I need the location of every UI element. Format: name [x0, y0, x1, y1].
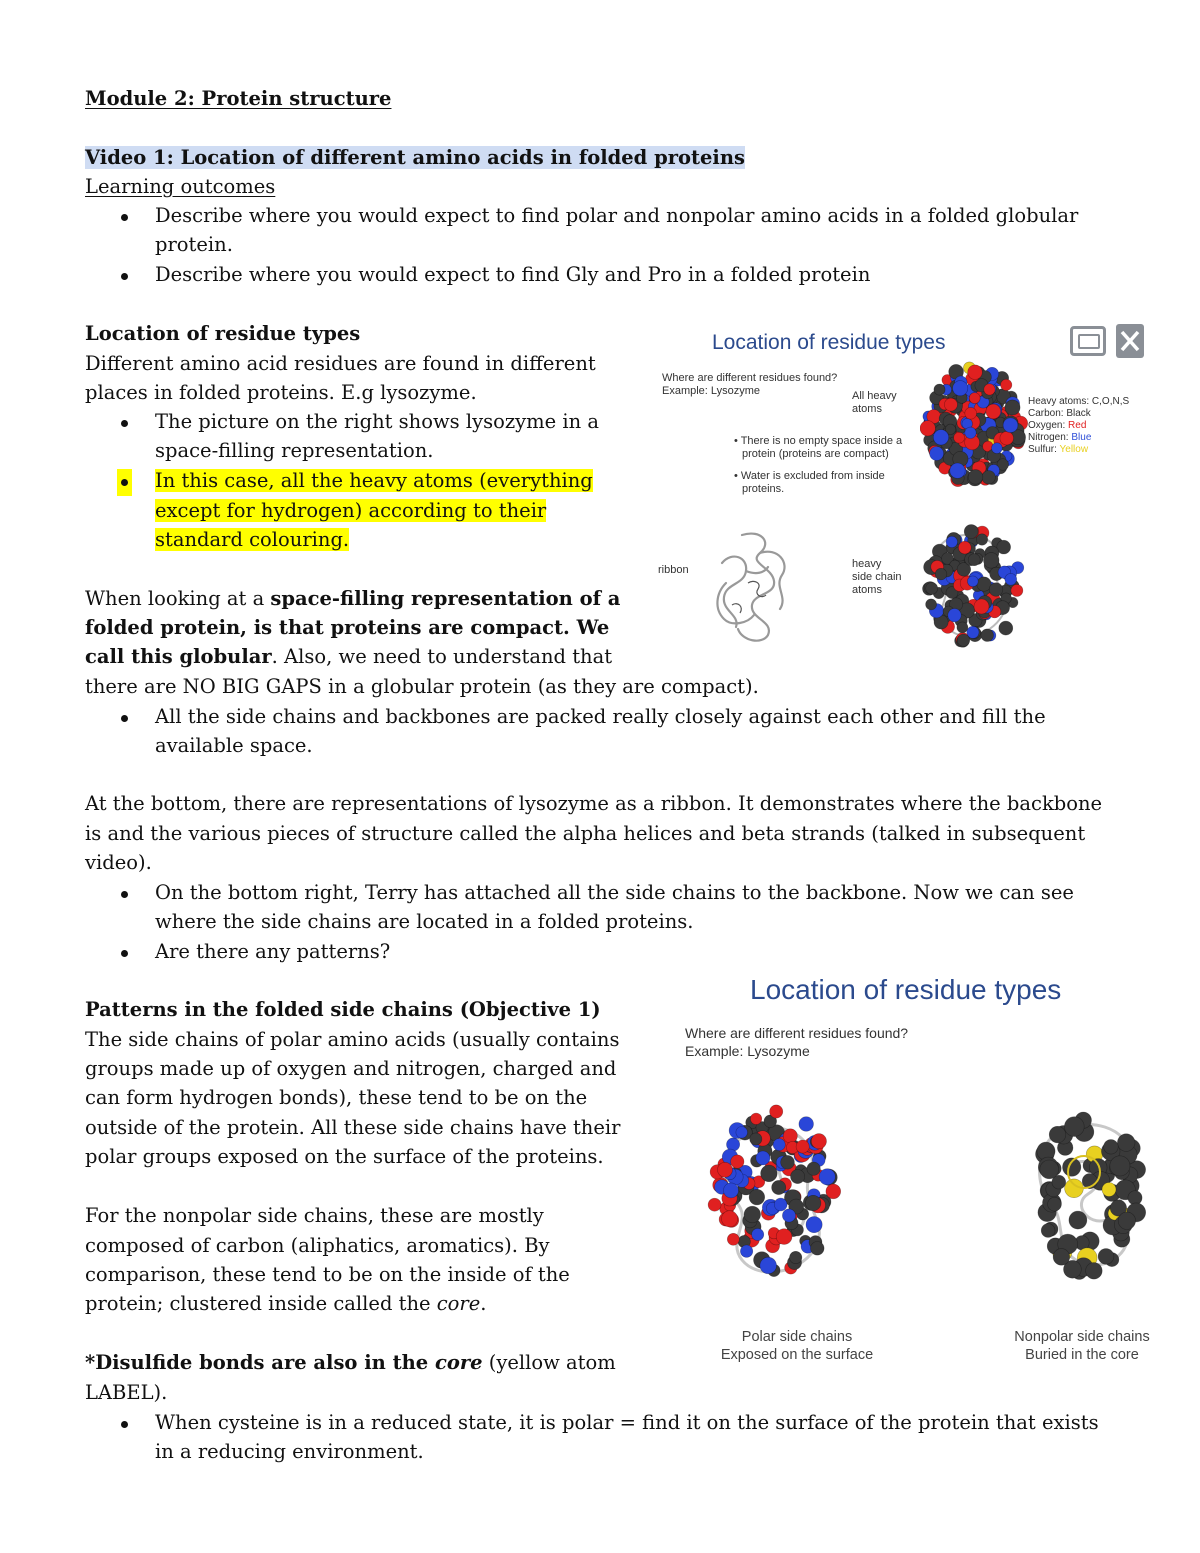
slide2-question: Where are different residues found?	[685, 1025, 909, 1041]
atom-sphere	[984, 384, 995, 395]
atom-sphere	[782, 1209, 795, 1222]
section-heading-patterns: Patterns in the folded side chains (Objective 1)	[85, 998, 601, 1021]
caption-nonpolar-line-2: Buried in the core	[1025, 1347, 1139, 1363]
atom-sphere	[999, 621, 1013, 635]
atom-sphere	[933, 430, 948, 445]
legend-sulfur	[1028, 444, 1088, 456]
s1-bullet-1-line-1: The picture on the right shows lysozyme in a	[155, 410, 600, 433]
s2-mid-line-3: comparison, these tend to be on the inside of the	[85, 1263, 570, 1286]
s1-bullet-2-line-2	[155, 496, 546, 526]
atom-sphere	[1118, 1212, 1135, 1229]
atom-sphere	[1041, 1224, 1055, 1238]
atom-sphere	[986, 404, 1001, 419]
atom-sphere	[958, 541, 971, 554]
outcome-1-line-1: Describe where you would expect to find polar and nonpolar amino acids in a folded globular	[155, 204, 1079, 227]
highlighted-text: except for hydrogen) according to their	[155, 499, 547, 522]
atom-sphere	[954, 432, 965, 443]
atom-sphere	[982, 471, 996, 485]
disulfide-line-1	[85, 1348, 616, 1378]
atom-sphere	[967, 576, 978, 587]
p2-line-2: folded protein, is that proteins are compact. We	[85, 616, 610, 639]
atom-sphere	[1011, 585, 1023, 597]
atom-sphere	[974, 599, 989, 614]
atom-sphere	[1053, 1249, 1070, 1266]
p2-line-3-a: call this globular	[85, 645, 272, 668]
slide1-point-1-line-2: protein (proteins are compact)	[742, 448, 889, 460]
s2-mid-line-1: For the nonpolar side chains, these are mostly	[85, 1204, 544, 1227]
atom-sphere	[944, 398, 957, 411]
slide1-example: Example: Lysozyme	[662, 385, 761, 397]
legend-oxygen	[1028, 420, 1086, 432]
atom-sphere	[749, 1189, 765, 1205]
legend-nitrogen-label: Nitrogen:	[1028, 432, 1072, 443]
bullet-dot	[121, 891, 128, 898]
atom-sphere	[950, 463, 965, 478]
s2-line-1: The side chains of polar amino acids (usually contains	[85, 1028, 620, 1051]
atom-sphere	[806, 1217, 822, 1233]
atom-sphere	[981, 629, 994, 642]
legend-nitrogen	[1028, 432, 1091, 444]
atom-sphere	[1040, 1160, 1059, 1179]
atom-sphere	[965, 427, 976, 438]
atom-sphere	[783, 1129, 797, 1143]
atom-sphere	[1104, 1140, 1119, 1155]
atom-sphere	[1064, 1117, 1084, 1137]
outcome-1-line-2: protein.	[155, 233, 233, 256]
core-term: core	[434, 1351, 483, 1374]
disulfide-line-2: LABEL).	[85, 1381, 168, 1404]
video-title	[85, 143, 745, 173]
atom-sphere	[964, 525, 978, 539]
caption-polar-line-1: Polar side chains	[741, 1329, 853, 1345]
atom-sphere	[1000, 431, 1014, 445]
caption-polar-line-2: Exposed on the surface	[720, 1347, 874, 1363]
s2-bullet-line-1: When cysteine is in a reduced state, it is polar = find it on the surface of the protein that exists	[155, 1411, 1099, 1434]
atom-sphere	[926, 582, 938, 594]
slide2-title: Location of residue types	[750, 974, 1062, 1005]
atom-sphere	[992, 443, 1003, 454]
bullet-dot	[121, 420, 128, 427]
p2-line-1-a: When looking at a	[85, 587, 271, 610]
p2-line-1-b: space-filling representation of a	[270, 587, 621, 610]
s2-mid-line-4-a: protein; clustered inside called the	[85, 1292, 437, 1315]
atom-sphere	[984, 553, 1000, 569]
slide1-question: Where are different residues found?	[662, 372, 838, 384]
nonpolar-side-chains-image	[1028, 1102, 1150, 1284]
disulfide-line-1-c: (yellow atom	[482, 1351, 616, 1374]
s2-line-5: polar groups exposed on the surface of the proteins.	[85, 1145, 604, 1168]
space-filling-protein-image	[920, 360, 1028, 490]
s2-bullet-line-2: in a reducing environment.	[155, 1440, 424, 1463]
p2-line-4: there are NO BIG GAPS in a globular protein (as they are compact).	[85, 675, 759, 698]
bullet-dot	[121, 479, 128, 486]
p3-line-1: At the bottom, there are representations of lysozyme as a ribbon. It demonstrates where the backbone	[85, 792, 1103, 815]
s1-bullet-2-line-3	[155, 525, 349, 555]
atom-sphere	[781, 1155, 795, 1169]
atom-sphere	[1048, 1197, 1062, 1211]
legend-oxygen-color: Red	[1068, 420, 1087, 431]
atom-sphere	[790, 1251, 802, 1263]
p3-bullet-2: Are there any patterns?	[155, 940, 391, 963]
atom-sphere	[965, 407, 977, 419]
atom-sphere	[957, 622, 968, 633]
highlighted-text: In this case, all the heavy atoms (everything	[155, 469, 593, 492]
atom-sphere	[799, 1117, 814, 1132]
slide-image-1	[652, 318, 1152, 656]
atom-sphere	[1086, 1263, 1103, 1280]
polar-side-chains-image	[706, 1104, 842, 1282]
legend-sulfur-color: Yellow	[1059, 444, 1089, 455]
side-chain-label-1: heavy	[852, 558, 882, 570]
atom-sphere	[752, 1228, 764, 1240]
s2-mid-line-4-c: .	[480, 1292, 487, 1315]
close-icon[interactable]	[1116, 324, 1144, 358]
legend-sulfur-label: Sulfur:	[1028, 444, 1060, 455]
p2-bullet-line-2: available space.	[155, 734, 313, 757]
atom-sphere	[1098, 1249, 1114, 1265]
highlighted-text: standard colouring.	[155, 528, 350, 551]
atom-sphere	[756, 1151, 770, 1165]
ribbon-protein-image	[702, 523, 802, 651]
s1-bullet-2-line-1	[155, 466, 593, 496]
section-heading-location: Location of residue types	[85, 322, 361, 345]
bullet-dot	[121, 715, 128, 722]
atom-sphere	[819, 1169, 835, 1185]
legend-heavy-atoms: Heavy atoms: C,O,N,S	[1028, 396, 1130, 407]
bullet-dot	[121, 950, 128, 957]
atom-sphere	[807, 1162, 820, 1175]
atom-sphere	[1005, 400, 1020, 415]
slide1-title: Location of residue types	[712, 331, 946, 354]
atom-sphere	[948, 609, 961, 622]
slide2-example: Example: Lysozyme	[685, 1043, 810, 1059]
atom-sphere	[1001, 379, 1012, 390]
p3-line-3: video).	[85, 851, 152, 874]
legend-oxygen-label: Oxygen:	[1028, 420, 1069, 431]
atom-sphere	[1069, 1211, 1087, 1229]
slide1-point-2-line-2: proteins.	[742, 483, 785, 495]
atom-sphere	[920, 421, 935, 436]
bullet-dot	[121, 1421, 128, 1428]
atom-sphere	[968, 470, 983, 485]
atom-sphere	[750, 1133, 762, 1145]
module-title: Module 2: Protein structure	[85, 87, 392, 110]
atom-sphere	[934, 384, 945, 395]
outcome-2: Describe where you would expect to find Gly and Pro in a folded protein	[155, 263, 871, 286]
atom-sphere	[969, 393, 980, 404]
s2-line-2: groups made up of oxygen and nitrogen, charged and	[85, 1057, 617, 1080]
caption-nonpolar-line-1: Nonpolar side chains	[1014, 1329, 1150, 1345]
legend-carbon: Carbon: Black	[1028, 408, 1091, 419]
atom-sphere	[968, 365, 983, 380]
s2-line-4: outside of the protein. All these side chains have their	[85, 1116, 621, 1139]
atom-sphere	[811, 1242, 825, 1256]
s1-intro-line-2: places in folded proteins. E.g lysozyme.	[85, 381, 477, 404]
ribbon-label: ribbon	[658, 564, 689, 576]
slide1-point-2-line-1: • Water is excluded from inside	[734, 470, 885, 482]
atom-sphere	[930, 447, 944, 461]
slide1-heavy-label-1: All heavy	[852, 390, 897, 402]
atom-sphere	[740, 1245, 752, 1257]
atom-sphere	[806, 1195, 821, 1210]
bullet-dot	[121, 214, 128, 221]
atom-sphere	[1005, 573, 1017, 585]
atom-sphere	[946, 536, 957, 547]
disulfide-line-1-a: *Disulfide bonds are also in the	[85, 1351, 435, 1374]
learning-outcomes-label: Learning outcomes	[85, 175, 276, 198]
atom-sphere	[776, 1229, 792, 1245]
p2-line-3-b: . Also, we need to understand that	[271, 645, 613, 668]
atom-sphere	[953, 381, 968, 396]
bullet-dot	[121, 273, 128, 280]
atom-sphere	[718, 1162, 733, 1177]
p2-line-1	[85, 584, 620, 614]
atom-sphere	[761, 1165, 778, 1182]
atom-sphere	[722, 1211, 738, 1227]
p3-line-2: is and the various pieces of structure called the alpha helices and beta strands (talked in subsequent	[85, 822, 1086, 845]
atom-sphere	[968, 554, 980, 566]
p2-line-3	[85, 642, 612, 672]
video-title-text: Video 1: Location of different amino acids in folded proteins	[85, 146, 745, 169]
atom-sphere	[935, 568, 947, 580]
p2-bullet-line-1: All the side chains and backbones are packed really closely against each other and fill the	[155, 705, 1046, 728]
side-chain-label-2: side chain	[852, 571, 902, 583]
side-chain-label-3: atoms	[852, 584, 882, 596]
s1-bullet-1-line-2: space-filling representation.	[155, 439, 434, 462]
atom-sphere	[926, 599, 937, 610]
atom-sphere	[1003, 418, 1018, 433]
s1-intro-line-1: Different amino acid residues are found in different	[85, 352, 596, 375]
s2-mid-line-4	[85, 1289, 487, 1319]
atom-sphere	[744, 1206, 761, 1223]
atom-sphere	[1049, 1126, 1066, 1143]
atom-sphere	[989, 583, 1003, 597]
atom-sphere	[708, 1198, 721, 1211]
side-chain-protein-image	[920, 524, 1028, 652]
atom-sphere	[1102, 1183, 1116, 1197]
atom-sphere	[772, 1180, 786, 1194]
atom-sphere	[760, 1257, 777, 1274]
atom-sphere	[1110, 1156, 1130, 1176]
atom-sphere	[826, 1184, 841, 1199]
atom-sphere	[736, 1127, 748, 1139]
slide-image-2	[662, 966, 1182, 1386]
s2-line-3: can form hydrogen bonds), these tend to be on the	[85, 1086, 588, 1109]
atom-sphere	[791, 1169, 805, 1183]
atom-sphere	[750, 1113, 761, 1124]
core-term: core	[436, 1292, 481, 1315]
atom-sphere	[731, 1155, 744, 1168]
atom-sphere	[811, 1134, 826, 1149]
slide1-heavy-label-2: atoms	[852, 403, 882, 415]
atom-sphere	[774, 1198, 787, 1211]
expand-icon[interactable]	[1070, 326, 1106, 356]
atom-sphere	[796, 1140, 809, 1153]
atom-sphere	[724, 1183, 739, 1198]
atom-sphere	[957, 634, 969, 646]
legend-nitrogen-color: Blue	[1071, 432, 1092, 443]
atom-sphere	[770, 1105, 783, 1118]
atom-sphere	[727, 1233, 739, 1245]
atom-sphere	[773, 1139, 785, 1151]
slide1-point-1-line-1: • There is no empty space inside a	[734, 435, 903, 447]
s2-mid-line-2: composed of carbon (aliphatics, aromatics). By	[85, 1234, 550, 1257]
p3-bullet-1-line-2: where the side chains are located in a folded proteins.	[155, 910, 694, 933]
atom-sphere	[1117, 1134, 1135, 1152]
p3-bullet-1-line-1: On the bottom right, Terry has attached all the side chains to the backbone. Now we can see	[155, 881, 1074, 904]
